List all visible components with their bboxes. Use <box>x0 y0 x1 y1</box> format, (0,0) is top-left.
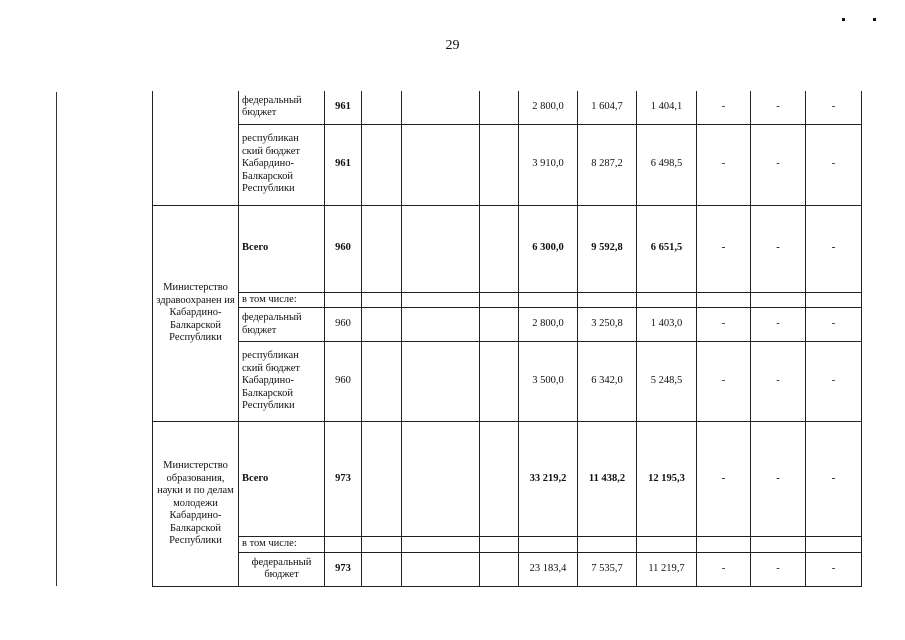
empty-cell <box>402 552 480 586</box>
value-cell: 11 219,7 <box>637 552 697 586</box>
empty-cell <box>637 292 697 308</box>
empty-cell <box>697 537 751 553</box>
empty-cell <box>402 422 480 537</box>
empty-cell <box>362 124 402 205</box>
value-cell: 7 535,7 <box>578 552 637 586</box>
empty-cell <box>480 342 519 422</box>
table-row <box>153 124 862 205</box>
funding-source: республикан ский бюджет Кабардино-Балкарской Республики <box>239 124 325 205</box>
value-cell-total: 6 300,0 <box>519 205 578 292</box>
dash-cell: - <box>751 124 806 205</box>
empty-cell <box>480 422 519 537</box>
empty-cell <box>751 292 806 308</box>
empty-cell <box>806 292 862 308</box>
value-cell: 1 404,1 <box>637 91 697 124</box>
empty-cell <box>402 537 480 553</box>
budget-code: 960 <box>325 205 362 292</box>
dash-cell: - <box>806 342 862 422</box>
dash-cell: - <box>697 205 751 292</box>
funding-source: федеральный бюджет <box>239 91 325 124</box>
empty-cell <box>362 537 402 553</box>
empty-cell <box>325 292 362 308</box>
dash-cell: - <box>697 342 751 422</box>
empty-cell <box>578 537 637 553</box>
empty-cell <box>519 292 578 308</box>
empty-cell <box>751 537 806 553</box>
dash-cell: - <box>806 422 862 537</box>
empty-cell <box>637 537 697 553</box>
dash-cell: - <box>751 308 806 342</box>
dash-cell: - <box>806 91 862 124</box>
budget-code: 961 <box>325 91 362 124</box>
dash-cell: - <box>806 308 862 342</box>
value-cell-total: 11 438,2 <box>578 422 637 537</box>
value-cell: 3 500,0 <box>519 342 578 422</box>
page-number: 29 <box>445 38 460 53</box>
table-row <box>153 292 862 308</box>
value-cell-total: 12 195,3 <box>637 422 697 537</box>
margin-line <box>56 92 57 586</box>
corner-mark <box>842 18 845 21</box>
funding-source: республикан ский бюджет Кабардино-Балкарской Республики <box>239 342 325 422</box>
table-row <box>153 308 862 342</box>
table-row <box>153 537 862 553</box>
dash-cell: - <box>751 422 806 537</box>
funding-source-total: Всего <box>239 205 325 292</box>
dash-cell: - <box>806 552 862 586</box>
budget-code: 961 <box>325 124 362 205</box>
dash-cell: - <box>751 552 806 586</box>
value-cell: 3 250,8 <box>578 308 637 342</box>
dash-cell: - <box>697 552 751 586</box>
empty-cell <box>480 205 519 292</box>
table-row <box>153 342 862 422</box>
including-label: в том числе: <box>239 537 325 553</box>
dash-cell: - <box>751 91 806 124</box>
empty-cell <box>480 308 519 342</box>
empty-cell <box>402 91 480 124</box>
funding-source: федеральный бюджет <box>239 308 325 342</box>
value-cell: 23 183,4 <box>519 552 578 586</box>
funding-source: федеральный бюджет <box>239 552 325 586</box>
empty-cell <box>362 91 402 124</box>
empty-cell <box>697 292 751 308</box>
value-cell: 3 910,0 <box>519 124 578 205</box>
dash-cell: - <box>751 205 806 292</box>
empty-cell <box>402 308 480 342</box>
empty-cell <box>402 205 480 292</box>
empty-cell <box>519 537 578 553</box>
empty-cell <box>362 422 402 537</box>
value-cell: 6 342,0 <box>578 342 637 422</box>
empty-cell <box>362 205 402 292</box>
empty-cell <box>480 91 519 124</box>
empty-cell <box>480 537 519 553</box>
value-cell: 6 498,5 <box>637 124 697 205</box>
value-cell: 5 248,5 <box>637 342 697 422</box>
value-cell: 8 287,2 <box>578 124 637 205</box>
budget-code: 960 <box>325 342 362 422</box>
empty-cell <box>325 537 362 553</box>
empty-cell <box>402 124 480 205</box>
dash-cell: - <box>697 124 751 205</box>
funding-source-total: Всего <box>239 422 325 537</box>
org-name-health: Министерство здравоохранен ия Кабардино-Балкарской Республики <box>153 205 239 422</box>
corner-mark <box>873 18 876 21</box>
empty-cell <box>362 552 402 586</box>
empty-cell <box>578 292 637 308</box>
value-cell-total: 33 219,2 <box>519 422 578 537</box>
budget-code: 960 <box>325 308 362 342</box>
dash-cell: - <box>697 91 751 124</box>
table-row <box>153 91 862 124</box>
dash-cell: - <box>751 342 806 422</box>
empty-cell <box>806 537 862 553</box>
value-cell: 2 800,0 <box>519 308 578 342</box>
value-cell-total: 9 592,8 <box>578 205 637 292</box>
dash-cell: - <box>697 308 751 342</box>
org-cell-previous <box>153 91 239 205</box>
table-row <box>153 422 862 537</box>
dash-cell: - <box>697 422 751 537</box>
empty-cell <box>362 308 402 342</box>
empty-cell <box>362 342 402 422</box>
table-row <box>153 205 862 292</box>
empty-cell <box>402 342 480 422</box>
empty-cell <box>480 552 519 586</box>
budget-code: 973 <box>325 422 362 537</box>
empty-cell <box>480 124 519 205</box>
value-cell: 1 604,7 <box>578 91 637 124</box>
value-cell: 1 403,0 <box>637 308 697 342</box>
budget-table <box>152 91 862 587</box>
org-name-education: Министерство образования, науки и по делам молодежи Кабардино-Балкарской Республики <box>153 422 239 587</box>
dash-cell: - <box>806 205 862 292</box>
value-cell: 2 800,0 <box>519 91 578 124</box>
empty-cell <box>362 292 402 308</box>
including-label: в том числе: <box>239 292 325 308</box>
table-row <box>153 552 862 586</box>
value-cell-total: 6 651,5 <box>637 205 697 292</box>
empty-cell <box>480 292 519 308</box>
budget-code: 973 <box>325 552 362 586</box>
dash-cell: - <box>806 124 862 205</box>
empty-cell <box>402 292 480 308</box>
